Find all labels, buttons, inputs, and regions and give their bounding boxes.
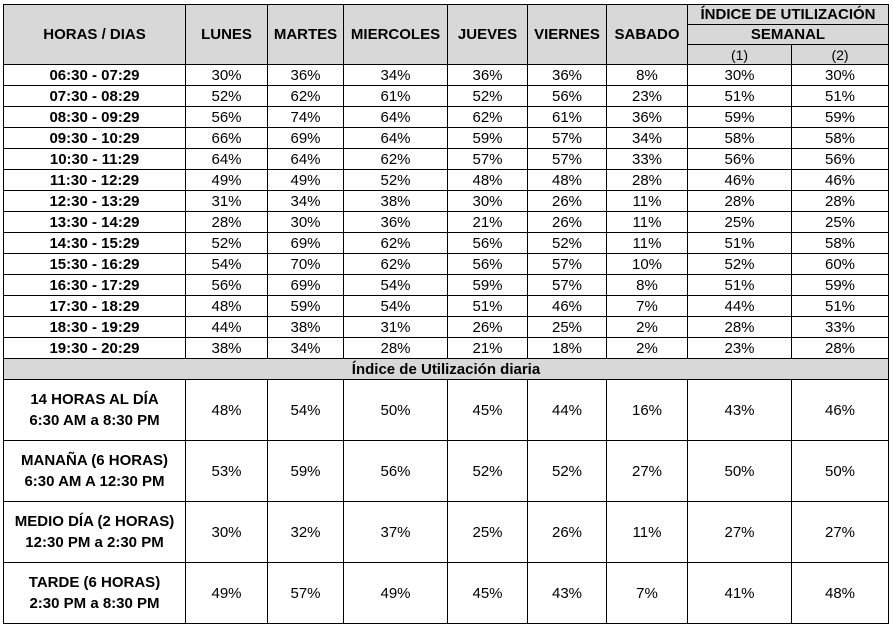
value-cell: 64%: [344, 107, 448, 128]
value-cell: 62%: [344, 149, 448, 170]
value-cell: 34%: [344, 65, 448, 86]
value-cell: 2%: [607, 317, 688, 338]
value-cell: 64%: [186, 149, 268, 170]
value-cell: 56%: [448, 254, 528, 275]
table-row: [4, 86, 889, 107]
value-cell: 21%: [448, 338, 528, 359]
summary-label-line2: 2:30 PM a 8:30 PM: [29, 595, 160, 612]
utilization-table: [3, 4, 889, 624]
summary-label-line1: MANAÑA (6 HORAS): [21, 452, 168, 469]
summary-value-cell: 45%: [448, 563, 528, 624]
summary-value-cell: 49%: [186, 563, 268, 624]
value-cell: 21%: [448, 212, 528, 233]
summary-value-cell: 27%: [607, 441, 688, 502]
value-cell: 30%: [186, 65, 268, 86]
table-row: [4, 149, 889, 170]
value-cell: 33%: [607, 149, 688, 170]
value-cell: 46%: [792, 170, 889, 191]
value-cell: 30%: [688, 65, 792, 86]
table-row: [4, 128, 889, 149]
value-cell: 51%: [792, 296, 889, 317]
day-header-miercoles: MIERCOLES: [344, 5, 448, 65]
summary-value-cell: 45%: [448, 380, 528, 441]
hour-range-cell: 18:30 - 19:29: [4, 317, 186, 338]
summary-value-cell: 54%: [268, 380, 344, 441]
hour-range-cell: 06:30 - 07:29: [4, 65, 186, 86]
hour-range-cell: 13:30 - 14:29: [4, 212, 186, 233]
value-cell: 57%: [448, 149, 528, 170]
index-col-1-header: (1): [688, 45, 792, 65]
value-cell: 30%: [792, 65, 889, 86]
table-row: [4, 338, 889, 359]
value-cell: 51%: [448, 296, 528, 317]
index-title-header: ÍNDICE DE UTILIZACIÓN: [688, 5, 889, 25]
value-cell: 44%: [186, 317, 268, 338]
value-cell: 58%: [688, 128, 792, 149]
value-cell: 58%: [792, 233, 889, 254]
hourly-rows: [4, 65, 889, 359]
summary-value-cell: 27%: [688, 502, 792, 563]
value-cell: 23%: [607, 86, 688, 107]
summary-value-cell: 57%: [268, 563, 344, 624]
table-row: [4, 275, 889, 296]
value-cell: 46%: [688, 170, 792, 191]
value-cell: 36%: [607, 107, 688, 128]
summary-label-line2: 6:30 AM A 12:30 PM: [24, 473, 165, 490]
value-cell: 38%: [186, 338, 268, 359]
summary-value-cell: 16%: [607, 380, 688, 441]
value-cell: 59%: [448, 275, 528, 296]
value-cell: 34%: [268, 191, 344, 212]
value-cell: 10%: [607, 254, 688, 275]
summary-value-cell: 43%: [528, 563, 607, 624]
value-cell: 34%: [607, 128, 688, 149]
value-cell: 56%: [186, 107, 268, 128]
value-cell: 34%: [268, 338, 344, 359]
value-cell: 52%: [528, 233, 607, 254]
value-cell: 26%: [448, 317, 528, 338]
value-cell: 36%: [528, 65, 607, 86]
value-cell: 11%: [607, 191, 688, 212]
value-cell: 25%: [792, 212, 889, 233]
value-cell: 36%: [448, 65, 528, 86]
hours-days-header: HORAS / DIAS: [4, 5, 186, 65]
value-cell: 8%: [607, 65, 688, 86]
value-cell: 56%: [792, 149, 889, 170]
value-cell: 52%: [344, 170, 448, 191]
value-cell: 48%: [186, 296, 268, 317]
value-cell: 30%: [448, 191, 528, 212]
value-cell: 11%: [607, 233, 688, 254]
summary-label-cell: [4, 563, 186, 624]
value-cell: 46%: [528, 296, 607, 317]
value-cell: 52%: [688, 254, 792, 275]
summary-value-cell: 7%: [607, 563, 688, 624]
summary-value-cell: 25%: [448, 502, 528, 563]
summary-value-cell: 37%: [344, 502, 448, 563]
summary-value-cell: 50%: [344, 380, 448, 441]
value-cell: 61%: [344, 86, 448, 107]
hour-range-cell: 09:30 - 10:29: [4, 128, 186, 149]
value-cell: 59%: [448, 128, 528, 149]
summary-label-cell: [4, 380, 186, 441]
value-cell: 69%: [268, 233, 344, 254]
value-cell: 57%: [528, 149, 607, 170]
value-cell: 51%: [688, 233, 792, 254]
value-cell: 69%: [268, 128, 344, 149]
hour-range-cell: 07:30 - 08:29: [4, 86, 186, 107]
summary-value-cell: 48%: [186, 380, 268, 441]
table-row: [4, 170, 889, 191]
summary-label-line1: MEDIO DÍA (2 HORAS): [14, 513, 175, 530]
value-cell: 11%: [607, 212, 688, 233]
summary-value-cell: 41%: [688, 563, 792, 624]
value-cell: 31%: [344, 317, 448, 338]
day-header-viernes: VIERNES: [528, 5, 607, 65]
value-cell: 31%: [186, 191, 268, 212]
value-cell: 52%: [448, 86, 528, 107]
summary-value-cell: 11%: [607, 502, 688, 563]
value-cell: 33%: [792, 317, 889, 338]
value-cell: 64%: [268, 149, 344, 170]
value-cell: 44%: [688, 296, 792, 317]
table-row: [4, 191, 889, 212]
summary-rows: [4, 380, 889, 624]
value-cell: 61%: [528, 107, 607, 128]
summary-value-cell: 53%: [186, 441, 268, 502]
hour-range-cell: 15:30 - 16:29: [4, 254, 186, 275]
hour-range-cell: 08:30 - 09:29: [4, 107, 186, 128]
summary-value-cell: 30%: [186, 502, 268, 563]
value-cell: 25%: [528, 317, 607, 338]
value-cell: 64%: [344, 128, 448, 149]
hour-range-cell: 11:30 - 12:29: [4, 170, 186, 191]
day-header-sabado: SABADO: [607, 5, 688, 65]
value-cell: 28%: [607, 170, 688, 191]
table-row: [4, 317, 889, 338]
table-header: [4, 5, 889, 65]
value-cell: 59%: [792, 107, 889, 128]
value-cell: 26%: [528, 212, 607, 233]
value-cell: 28%: [688, 317, 792, 338]
hour-range-cell: 14:30 - 15:29: [4, 233, 186, 254]
index-col-2-header: (2): [792, 45, 889, 65]
hour-range-cell: 10:30 - 11:29: [4, 149, 186, 170]
table-row: [4, 212, 889, 233]
summary-row: [4, 502, 889, 563]
summary-label-line1: TARDE (6 HORAS): [28, 574, 161, 591]
value-cell: 36%: [268, 65, 344, 86]
value-cell: 62%: [268, 86, 344, 107]
value-cell: 56%: [528, 86, 607, 107]
summary-value-cell: 46%: [792, 380, 889, 441]
hour-range-cell: 17:30 - 18:29: [4, 296, 186, 317]
value-cell: 48%: [528, 170, 607, 191]
summary-row: [4, 380, 889, 441]
table-row: [4, 107, 889, 128]
value-cell: 56%: [688, 149, 792, 170]
value-cell: 74%: [268, 107, 344, 128]
value-cell: 59%: [268, 296, 344, 317]
summary-label-line2: 6:30 AM a 8:30 PM: [29, 412, 160, 429]
hour-range-cell: 19:30 - 20:29: [4, 338, 186, 359]
value-cell: 28%: [344, 338, 448, 359]
value-cell: 26%: [528, 191, 607, 212]
value-cell: 49%: [268, 170, 344, 191]
value-cell: 70%: [268, 254, 344, 275]
value-cell: 66%: [186, 128, 268, 149]
value-cell: 28%: [186, 212, 268, 233]
table-row: [4, 233, 889, 254]
summary-value-cell: 50%: [688, 441, 792, 502]
value-cell: 38%: [268, 317, 344, 338]
summary-value-cell: 52%: [448, 441, 528, 502]
summary-value-cell: 43%: [688, 380, 792, 441]
value-cell: 51%: [688, 86, 792, 107]
summary-value-cell: 44%: [528, 380, 607, 441]
summary-label-line2: 12:30 PM a 2:30 PM: [25, 534, 164, 551]
value-cell: 60%: [792, 254, 889, 275]
value-cell: 51%: [792, 86, 889, 107]
hour-range-cell: 12:30 - 13:29: [4, 191, 186, 212]
table-row: [4, 65, 889, 86]
value-cell: 23%: [688, 338, 792, 359]
daily-index-title: Índice de Utilización diaria: [4, 359, 889, 380]
table-row: [4, 296, 889, 317]
summary-value-cell: 26%: [528, 502, 607, 563]
value-cell: 52%: [186, 86, 268, 107]
summary-label-line1: 14 HORAS AL DÍA: [30, 391, 159, 408]
value-cell: 30%: [268, 212, 344, 233]
value-cell: 54%: [344, 296, 448, 317]
value-cell: 59%: [792, 275, 889, 296]
index-subtitle-header: SEMANAL: [688, 25, 889, 45]
value-cell: 62%: [344, 254, 448, 275]
day-header-lunes: LUNES: [186, 5, 268, 65]
value-cell: 52%: [186, 233, 268, 254]
summary-label-cell: [4, 441, 186, 502]
value-cell: 58%: [792, 128, 889, 149]
value-cell: 57%: [528, 128, 607, 149]
summary-label-cell: [4, 502, 186, 563]
day-header-martes: MARTES: [268, 5, 344, 65]
value-cell: 69%: [268, 275, 344, 296]
summary-value-cell: 52%: [528, 441, 607, 502]
summary-value-cell: 56%: [344, 441, 448, 502]
summary-value-cell: 48%: [792, 563, 889, 624]
value-cell: 57%: [528, 275, 607, 296]
value-cell: 38%: [344, 191, 448, 212]
value-cell: 62%: [448, 107, 528, 128]
summary-value-cell: 32%: [268, 502, 344, 563]
value-cell: 48%: [448, 170, 528, 191]
value-cell: 51%: [688, 275, 792, 296]
summary-value-cell: 50%: [792, 441, 889, 502]
summary-row: [4, 441, 889, 502]
value-cell: 49%: [186, 170, 268, 191]
summary-value-cell: 49%: [344, 563, 448, 624]
table-row: [4, 254, 889, 275]
summary-row: [4, 563, 889, 624]
value-cell: 54%: [344, 275, 448, 296]
value-cell: 54%: [186, 254, 268, 275]
value-cell: 2%: [607, 338, 688, 359]
daily-band: [4, 359, 889, 380]
value-cell: 57%: [528, 254, 607, 275]
value-cell: 28%: [688, 191, 792, 212]
value-cell: 25%: [688, 212, 792, 233]
value-cell: 18%: [528, 338, 607, 359]
value-cell: 36%: [344, 212, 448, 233]
value-cell: 28%: [792, 338, 889, 359]
value-cell: 56%: [448, 233, 528, 254]
value-cell: 7%: [607, 296, 688, 317]
value-cell: 59%: [688, 107, 792, 128]
hour-range-cell: 16:30 - 17:29: [4, 275, 186, 296]
value-cell: 28%: [792, 191, 889, 212]
value-cell: 56%: [186, 275, 268, 296]
summary-value-cell: 27%: [792, 502, 889, 563]
summary-value-cell: 59%: [268, 441, 344, 502]
value-cell: 62%: [344, 233, 448, 254]
value-cell: 8%: [607, 275, 688, 296]
day-header-jueves: JUEVES: [448, 5, 528, 65]
